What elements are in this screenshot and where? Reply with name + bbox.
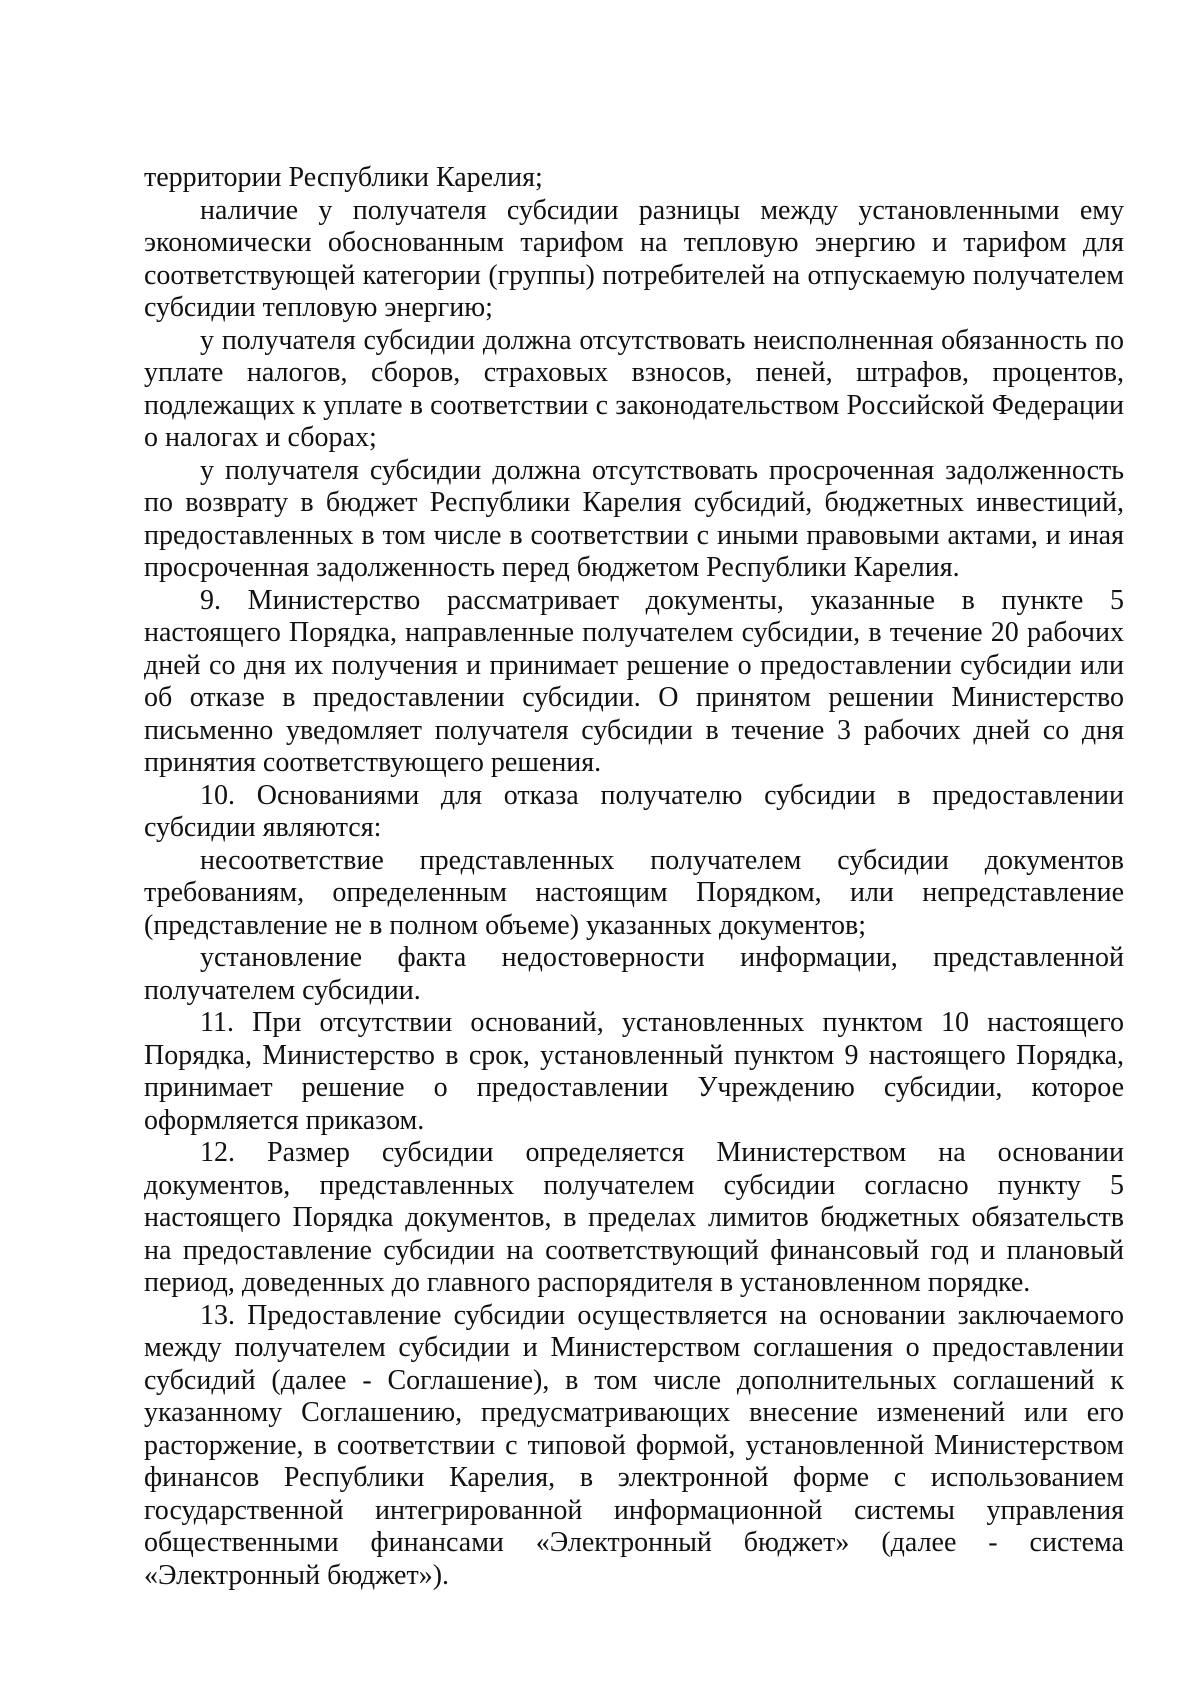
paragraph-item-10: 10. Основаниями для отказа получателю субсидии в предоставлении субсидии являются:: [144, 779, 1124, 843]
paragraph-item-13: 13. Предоставление субсидии осуществляется на основании заключаемого между получателем субсидии и Министерством соглашения о предоставлении субсидий (далее - Соглашение), в том числе дополнительных соглашений к указанному Соглашению, предусматривающих внесение изменений или его расторжение, в соответствии с типовой формой, установленной Министерством финансов Республики Карелия, в электронной форме с использованием государственной интегрированной информационной системы управления общественными финансами «Электронный бюджет» (далее - система «Электронный бюджет»).: [144, 1299, 1124, 1591]
paragraph-item-11: 11. При отсутствии оснований, установленных пунктом 10 настоящего Порядка, Министерство в срок, установленный пунктом 9 настоящего Порядка, принимает решение о предоставлении Учреждению субсидии, которое оформляется приказом.: [144, 1007, 1124, 1136]
paragraph-overdue-debt: у получателя субсидии должна отсутствовать просроченная задолженность по возврату в бюджет Республики Карелия субсидий, бюджетных инвестиций, предоставленных в том числе в соответствии с иными правовыми актами, и иная просроченная задолженность перед бюджетом Республики Карелия.: [144, 454, 1124, 583]
paragraph-continuation: территории Республики Карелия;: [144, 162, 543, 193]
paragraph-refusal-ground-1: несоответствие представленных получателем субсидии документов требованиям, определенным настоящим Порядком, или непредставление (представление не в полном объеме) указанных документов;: [144, 844, 1124, 941]
paragraph-item-9: 9. Министерство рассматривает документы, указанные в пункте 5 настоящего Порядка, направленные получателем субсидии, в течение 20 рабочих дней со дня их получения и принимает решение о предоставлении субсидии или об отказе в предоставлении субсидии. О принятом решении Министерство письменно уведомляет получателя субсидии в течение 3 рабочих дней со дня принятия соответствующего решения.: [144, 584, 1124, 778]
paragraph-tariff-difference: наличие у получателя субсидии разницы между установленными ему экономически обоснованным тарифом на тепловую энергию и тарифом для соответствующей категории (группы) потребителей на отпускаемую получателем субсидии тепловую энергию;: [144, 194, 1124, 323]
paragraph-item-12: 12. Размер субсидии определяется Министерством на основании документов, представленных получателем субсидии согласно пункту 5 настоящего Порядка документов, в пределах лимитов бюджетных обязательств на предоставление субсидии на соответствующий финансовый год и плановый период, доведенных до главного распорядителя в установленном порядке.: [144, 1137, 1124, 1298]
paragraph-refusal-ground-2: установление факта недостоверности информации, представленной получателем субсидии.: [144, 942, 1124, 1006]
paragraph-tax-obligation: у получателя субсидии должна отсутствовать неисполненная обязанность по уплате налогов, сборов, страховых взносов, пеней, штрафов, процентов, подлежащих к уплате в соответствии с законодательством Российской Федерации о налогах и сборах;: [144, 324, 1124, 453]
document-page: [144, 162, 1124, 1592]
